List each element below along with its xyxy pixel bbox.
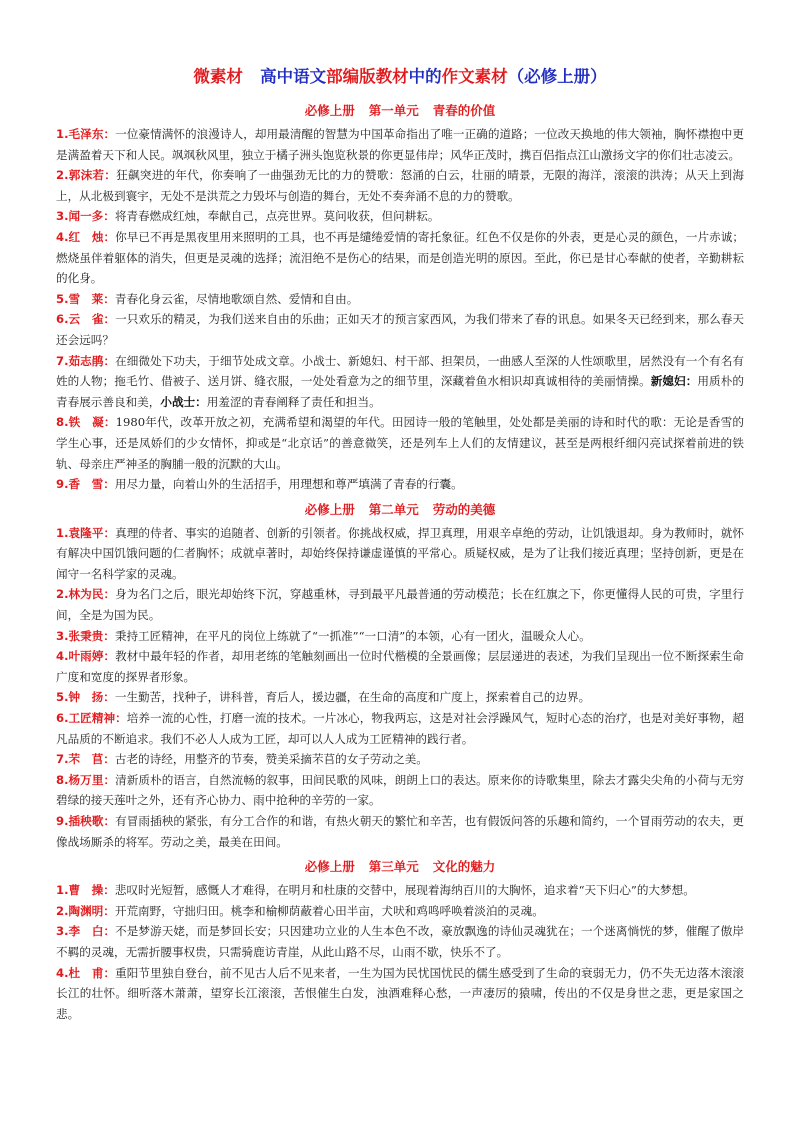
section-unit: 第二单元: [368, 501, 419, 517]
entry-ye-yuting: 4.叶雨婷：教材中最年轻的作者，却用老练的笔触刻画出一位时代楷模的全景画像；层层递进的表述，为我们呈现出一位不断探索生命广度和宽度的探界者形象。: [56, 649, 744, 684]
entry-mao-zedong: 1.毛泽东：一位豪情满怀的浪漫诗人，却用最清醒的智慧为中国革命指出了唯一正确的道路；一位改天换地的伟大领袖，胸怀襟抱中更是满盈着天下和人民。飒飒秋风里，独立于橘子洲头饱览秋景的你更显伟岸；风华正茂时，携百侣指点江山激扬文字的你们壮志凌云。: [56, 127, 744, 162]
entry-yuan-longping: 1.袁隆平：真理的侍者、事实的追随者、创新的引领者。你挑战权威，捍卫真理，用艰辛卓绝的劳动，让饥饿退却。身为教师时，就怀有解决中国饥饿问题的仁者胸怀；成就卓著时，却始终保持谦虚谨慎的平常心。质疑权威，是为了让我们接近真理；坚持创新，更是在闻守一名科学家的灵魂。: [56, 525, 744, 581]
entry-guo-moruo: 2.郭沫若：狂飙突进的年代，你奏响了一曲强劲无比的力的赞歌：怒涌的白云，壮丽的晴景，无限的海洋，滚滚的洪涛；从天上到海上，从北极到寰宇，无处不是洪荒之力毁坏与创造的舞台，无处不奏奔涌不息的力的赞歌。: [56, 168, 744, 203]
section-heading-unit-1: [56, 102, 744, 120]
document-page: [56, 66, 744, 1024]
section-unit: 第一单元: [368, 103, 419, 118]
entry-wen-yiduo: 3.闻一多：将青春燃成红烛，奉献自己，点亮世界。莫问收获，但问耕耘。: [56, 209, 440, 224]
section-book: 必修上册: [304, 859, 355, 875]
entry-cao-cao: 1.曹 操：悲叹时光短暂，感慨人才难得，在明月和杜康的交替中，展现着海纳百川的大胸怀，追求着“天下归心”的大梦想。: [56, 883, 695, 898]
section-heading-unit-2: [56, 501, 744, 519]
page-title: [56, 66, 744, 88]
entry-chayang-ge: 9.插秧歌：有冒雨插秧的紧张，有分工合作的和谐，有热火朝天的繁忙和辛苦，也有假饭问答的乐趣和简约，一个冒雨劳动的农夫，更像战场厮杀的将军。劳动之美，最美在田间。: [56, 814, 744, 849]
entry-li-bai: 3.李 白：不是梦游天姥，而是梦回长安；只因建功立业的人生本色不改，豪放飘逸的诗仙灵魂犹在；一个迷离惝恍的梦，催醒了傲岸不羁的灵魂，无需折腰事权贵，只需骑鹿访青崖，从此山路不尽，山雨不歇，快乐不了。: [56, 924, 744, 959]
entry-yang-wanli: 8.杨万里：清新质朴的语言，自然流畅的叙事，田间民歌的风味，朗朗上口的表达。原来你的诗歌集里，除去才露尖尖角的小荷与无穷碧绿的接天莲叶之外，还有齐心协力、雨中抢种的辛劳的一家。: [56, 772, 744, 808]
section-theme: 文化的魅力: [432, 859, 496, 875]
entry-skylark: 6.云 雀：一只欢乐的精灵，为我们送来自由的乐曲；正如天才的预言家西风，为我们带来了春的讯息。如果冬天已经到来，那么春天还会远吗？: [56, 312, 744, 347]
title-part-4: 中的: [408, 67, 442, 86]
entry-du-fu: 4.杜 甫：重阳节里独自登台，前不见古人后不见来者，一生为国为民忧国忧民的儒生感受到了生命的衰弱无力，仍不失无边落木滚滚长江的壮怀。细听落木萧萧，望穿长江滚滚，苦恨催生白发，浊酒难释心愁，一声凄厉的猿啸，传出的不仅是身世之悲，更是家国之悲。: [56, 965, 744, 1021]
entry-hong-zhu: 4.红 烛：你早已不再是黑夜里用来照明的工具，也不再是缱绻爱情的寄托象征。红色不仅是你的外表，更是心灵的颜色，一片赤诚；燃烧虽伴着躯体的消失，但更是灵魂的选择；流泪绝不是伤心的结果，而是创造光明的原因。至此，你已是甘心奉献的使者，辛勤耕耘的化身。: [56, 229, 744, 286]
entry-tao-yuanming: 2.陶渊明：开荒南野，守拙归田。桃李和榆柳荫蔽着心田半亩，犬吠和鸡鸣呼唤着淡泊的灵魂。: [56, 903, 544, 918]
entry-zhang-binggui: 3.张秉贵：秉持工匠精神，在平凡的岗位上练就了“一抓准”“一口清”的本领，心有一团火，温暖众人心。: [56, 628, 591, 643]
entry-tie-ning: 8.铁 凝：1980年代，改革开放之初，充满希望和渴望的年代。田园诗一般的笔触里，处处都是美丽的诗和时代的歌：无论是香雪的学生心事，还是凤娇们的少女情怀，抑或是“北京话”的善意微笑，还是列车上人们的友情建议，甚至是两根纤细闪亮试探着前进的铁轨、母亲庄严神圣的胸脯一般的沉默的大山。: [56, 415, 744, 471]
title-part-6: （必修上册）: [507, 67, 607, 86]
section-unit: 第三单元: [368, 859, 419, 875]
title-part-3: 部编版教材: [326, 67, 409, 86]
entry-xiang-xue: 9.香 雪：用尽力量，向着山外的生活招手，用理想和尊严填满了青春的行囊。: [56, 477, 463, 492]
entry-shelley: 5.雪 莱：青春化身云雀，尽情地歌颂自然、爱情和自由。: [56, 291, 359, 306]
entry-zhong-yang: 5.钟 扬：一生勤苦，找种子，讲科普，育后人，援边疆，在生命的高度和广度上，探索着自己的边界。: [56, 690, 591, 705]
title-part-1: 微素材: [193, 67, 243, 86]
section-book: 必修上册: [304, 103, 355, 118]
title-part-5: 作文素材: [441, 67, 508, 86]
section-theme: 青春的价值: [432, 103, 496, 118]
entry-lin-weimin: 2.林为民：身为名门之后，眼光却始终下沉，穿越重林，寻到最平凡最普通的劳动模范；长在红旗之下，你更懂得人民的可贵，字里行间，全是为国为民。: [56, 587, 744, 623]
entry-ru-zhijuan: 7.茹志鹃：在细微处下功夫，于细节处成文章。小战士、新媳妇、村干部、担架员，一曲感人至深的人性颂歌里，居然没有一个有名有姓的人物；拖毛竹、借被子、送月饼、缝衣服，一处处看意为之的细节里，深藏着鱼水相识却真诚相待的美丽情操。新媳妇：用质朴的青春展示善良和美，小战士：用羞涩的青春阐释了责任和担当。: [56, 353, 744, 409]
section-heading-unit-3: [56, 858, 744, 876]
section-book: 必修上册: [304, 501, 355, 517]
entry-craftsman-spirit: 6.工匠精神：培养一流的心性，打磨一流的技术。一片冰心，物我两忘，这是对社会浮躁风气，短时心态的治疗，也是对美好事物，超凡品质的不断追求。我们不必人人成为工匠，却可以人人成为工匠精神的践行者。: [56, 711, 744, 746]
section-theme: 劳动的美德: [432, 501, 496, 517]
entry-fuyi: 7.芣 苢：古老的诗经，用整齐的节奏，赞美采摘芣苢的女子劳动之美。: [56, 752, 428, 767]
title-part-2: 高中语文: [260, 67, 327, 86]
